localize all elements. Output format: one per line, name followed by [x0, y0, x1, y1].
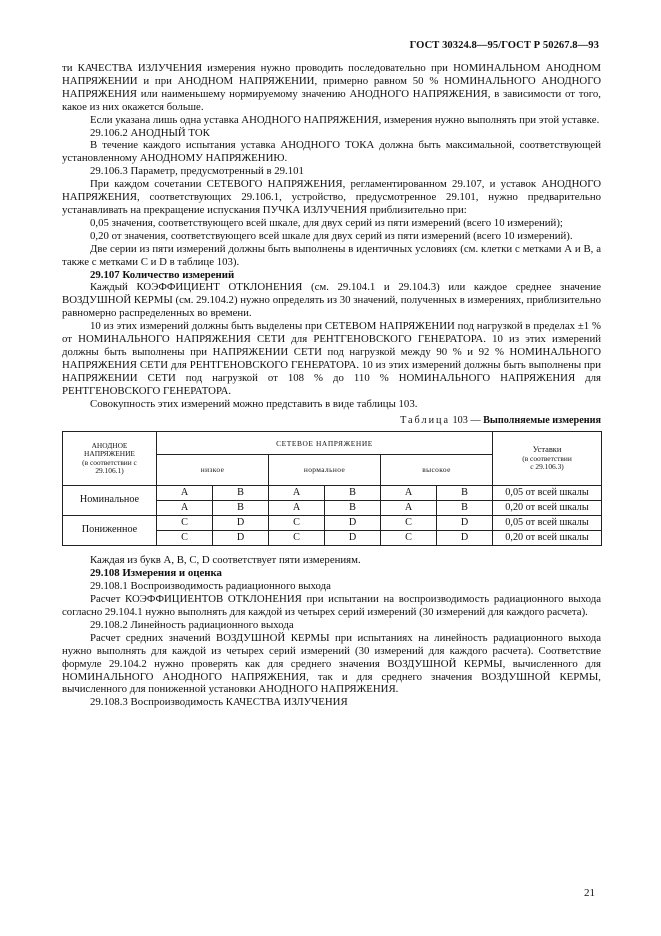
table-cell: 0,05 от всей шкалы	[493, 486, 602, 501]
page-number: 21	[584, 887, 595, 899]
table-cell: D	[213, 531, 269, 546]
table-cell: В	[325, 486, 381, 501]
table-note: Каждая из букв А, В, С, D соответствует пяти измерениям.	[90, 554, 361, 567]
table-cell: С	[157, 516, 213, 531]
paragraph: 29.106.3 Параметр, предусмотренный в 29.101	[90, 165, 304, 178]
paragraph: ти КАЧЕСТВА ИЗЛУЧЕНИЯ измерения нужно проводить последовательно при НОМИНАЛЬНОМ АНОДНОМ НАПРЯЖЕНИИ и при АНОДНОМ НАПРЯЖЕНИИ, примерно равном 50 % НОМИНАЛЬНОГО АНОДНОГО НАПРЯЖЕНИЯ или наименьшему нормируемому значению АНОДНОГО НАПРЯЖЕНИЯ, в зависимости от того, какое из них окажется больше.	[62, 62, 601, 113]
settings-head-line: с 29.106.3)	[530, 462, 564, 472]
table-cell: В	[437, 486, 493, 501]
section-title: Количество измерений	[122, 268, 235, 281]
table-cell: D	[325, 531, 381, 546]
settings-head-line: Уставки	[532, 444, 562, 454]
table-caption-number: 103	[452, 415, 468, 427]
paragraph: Если указана лишь одна уставка АНОДНОГО НАПРЯЖЕНИЯ, измерения нужно выполнять при этой уставке.	[90, 113, 600, 126]
subheader-normal: нормальное	[269, 455, 381, 486]
section-29-107-heading	[62, 269, 601, 282]
paragraph: 0,20 от значения, соответствующего всей шкале для двух серий из пяти измерений (всего 10 измерений).	[90, 229, 573, 242]
anode-head-line: 29.106.1)	[95, 466, 124, 476]
paragraph: 29.108.3 Воспроизводимость КАЧЕСТВА ИЗЛУЧЕНИЯ	[90, 696, 348, 709]
section-number: 29.108	[90, 567, 120, 580]
top-paragraphs	[62, 62, 601, 269]
row-label-nominal: Номинальное	[63, 486, 157, 516]
header-mains-voltage: СЕТЕВОЕ НАПРЯЖЕНИЕ	[157, 432, 493, 455]
table-cell: С	[381, 531, 437, 546]
table-cell: А	[381, 486, 437, 501]
paragraph: В течение каждого испытания уставка АНОДНОГО ТОКА должна быть максимальной, соответствующей установленному АНОДНОМУ НАПРЯЖЕНИЮ.	[62, 139, 601, 165]
table-caption	[62, 415, 601, 428]
table-103	[62, 431, 602, 546]
mid-paragraphs	[62, 281, 601, 410]
bottom-paragraphs	[62, 580, 601, 709]
table-cell: D	[213, 516, 269, 531]
table-cell: В	[213, 501, 269, 516]
table-cell: А	[381, 501, 437, 516]
table-caption-prefix: Таблица	[400, 415, 450, 427]
page-content	[62, 62, 601, 709]
paragraph: Расчет КОЭФФИЦИЕНТОВ ОТКЛОНЕНИЯ при испытании на воспроизводимость радиационного выхода согласно 29.104.1 нужно выполнять для каждой из четырех серий измерений (30 измерений для каждого расчета).	[62, 593, 601, 618]
table-cell: 0,05 от всей шкалы	[493, 516, 602, 531]
table-cell: А	[157, 501, 213, 516]
paragraph: Расчет средних значений ВОЗДУШНОЙ КЕРМЫ при испытаниях на линейность радиационного выхода нужно выполнять для каждой из четырех серий измерений (30 измерений для каждого расчета). Соответствие формуле 29.104.2 нужно проверять как для среднего значения ВОЗДУШНОЙ КЕРМЫ, вычисленного для НОМИНАЛЬНОГО АНОДНОГО НАПРЯЖЕНИЯ, так и для среднего значения ВОЗДУШНОЙ КЕРМЫ, вычисленного для пониженной установки АНОДНОГО НАПРЯЖЕНИЯ.	[62, 631, 601, 696]
paragraph: 29.108.1 Воспроизводимость радиационного выхода	[90, 580, 331, 593]
table-cell: В	[325, 501, 381, 516]
table-cell: А	[269, 501, 325, 516]
table-row	[63, 486, 602, 501]
paragraph: Две серии из пяти измерений должны быть выполнены в идентичных условиях (см. клетки с метками А и В, а также с метками С и D в таблице 103).	[62, 242, 601, 268]
header-settings	[493, 432, 602, 486]
anode-head-line: (в соответствии с	[82, 457, 137, 467]
paragraph: 29.108.2 Линейность радиационного выхода	[90, 618, 294, 631]
header-anode-voltage	[63, 432, 157, 486]
page-header: ГОСТ 30324.8—95/ГОСТ Р 50267.8—93	[409, 40, 599, 51]
paragraph: Совокупность этих измерений можно представить в виде таблицы 103.	[90, 397, 418, 410]
subheader-high: высокое	[381, 455, 493, 486]
table-cell: D	[325, 516, 381, 531]
paragraph: При каждом сочетании СЕТЕВОГО НАПРЯЖЕНИЯ, регламентированном 29.107, и уставок АНОДНОГО НАПРЯЖЕНИЯ, соответствующих 29.106.1, устройство, предусмотренное 29.101, нужно предварительно устанавливать на прекращение испускания ПУЧКА ИЗЛУЧЕНИЯ приблизительно при:	[62, 178, 601, 216]
table-cell: С	[157, 531, 213, 546]
table-cell: А	[157, 486, 213, 501]
table-row	[63, 516, 602, 531]
table-cell: 0,20 от всей шкалы	[493, 501, 602, 516]
table-caption-title: Выполняемые измерения	[483, 415, 601, 427]
table-cell: В	[437, 501, 493, 516]
paragraph: 29.106.2 АНОДНЫЙ ТОК	[90, 126, 210, 139]
paragraph: 0,05 значения, соответствующего всей шкале, для двух серий из пяти измерений (всего 10 измерений);	[90, 216, 563, 229]
anode-head-line: НАПРЯЖЕНИЕ	[84, 449, 135, 459]
table-caption-sep: —	[470, 415, 481, 427]
anode-head-line: АНОДНОЕ	[91, 440, 128, 450]
subheader-low: низкое	[157, 455, 269, 486]
table-cell: D	[437, 516, 493, 531]
table-cell: С	[269, 516, 325, 531]
paragraph: Каждый КОЭФФИЦИЕНТ ОТКЛОНЕНИЯ (см. 29.104.1 и 29.104.3) или каждое среднее значение ВОЗДУШНОЙ КЕРМЫ (см. 29.104.2) нужно определять из 30 значений, полученных в измерениях, приблизительно равномерно распределенных во времени.	[62, 281, 601, 320]
section-29-108-heading	[62, 567, 601, 580]
table-cell: А	[269, 486, 325, 501]
table-cell: D	[437, 531, 493, 546]
settings-head-line: (в соответствии	[522, 453, 572, 463]
table-cell: С	[269, 531, 325, 546]
table-cell: 0,20 от всей шкалы	[493, 531, 602, 546]
paragraph: 10 из этих измерений должны быть выделены при СЕТЕВОМ НАПРЯЖЕНИИ под нагрузкой в пределах ±1 % от НОМИНАЛЬНОГО НАПРЯЖЕНИЯ СЕТИ для РЕНТГЕНОВСКОГО ГЕНЕРАТОРА. 10 из этих измерений должны быть выполнены при НАПРЯЖЕНИИ СЕТИ под нагрузкой между 90 % и 92 % НОМИНАЛЬНОГО НАПРЯЖЕНИЯ СЕТИ для РЕНТГЕНОВСКОГО ГЕНЕРАТОРА. 10 из этих измерений должны быть выполнены при НАПРЯЖЕНИИ СЕТИ под нагрузкой от 108 % до 110 % НОМИНАЛЬНОГО НАПРЯЖЕНИЯ для РЕНТГЕНОВСКОГО ГЕНЕРАТОРА.	[62, 320, 601, 397]
section-number: 29.107	[90, 268, 120, 281]
table-cell: В	[213, 486, 269, 501]
table-cell: С	[381, 516, 437, 531]
row-label-reduced: Пониженное	[63, 516, 157, 546]
section-title: Измерения и оценка	[122, 567, 222, 580]
